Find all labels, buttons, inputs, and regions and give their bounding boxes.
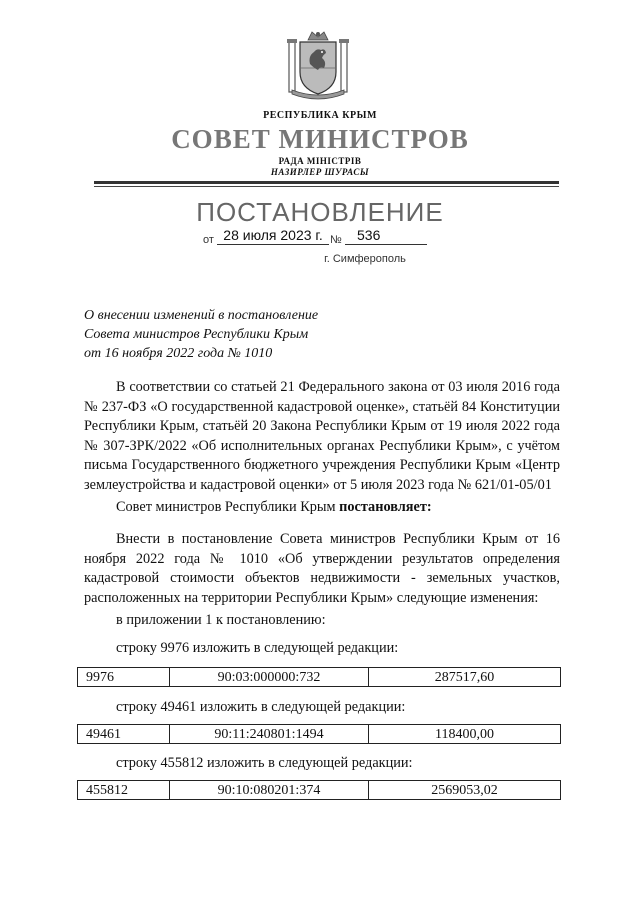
council-name-ukrainian: РАДА МІНІСТРІВ — [278, 156, 362, 166]
subject-line: Совета министров Республики Крым — [84, 327, 309, 342]
number-prefix: № — [330, 234, 342, 246]
table-row — [78, 781, 561, 800]
row-intro: строку 49461 изложить в следующей редакции: — [116, 699, 406, 715]
header-divider-thin — [94, 186, 559, 187]
resolves-paragraph — [84, 498, 560, 518]
resolves-text: Совет министров Республики Крым — [116, 499, 340, 515]
document-type-title: ПОСТАНОВЛЕНИЕ — [196, 197, 444, 227]
row-number-cell: 455812 — [78, 781, 170, 800]
row-intro: строку 9976 изложить в следующей редакции: — [116, 640, 399, 656]
cadastral-value-cell: 118400,00 — [369, 725, 561, 744]
cadastral-number-cell: 90:03:000000:732 — [170, 668, 369, 687]
resolves-keyword: постановляет: — [339, 499, 432, 515]
document-date: 28 июля 2023 г. — [217, 227, 329, 245]
cadastral-value-cell: 287517,60 — [369, 668, 561, 687]
amended-row-table — [77, 667, 561, 687]
table-row — [78, 725, 561, 744]
crimea-coat-of-arms-icon — [286, 28, 350, 100]
amendment-paragraph — [84, 530, 560, 608]
date-prefix: от — [203, 234, 214, 246]
subject-line: О внесении изменений в постановление — [84, 308, 319, 323]
council-name-crimean-tatar: НАЗИРЛЕР ШУРАСЫ — [270, 167, 370, 177]
subject-line: от 16 ноября 2022 года № 1010 — [84, 346, 273, 361]
cadastral-number-cell: 90:11:240801:1494 — [170, 725, 369, 744]
legal-basis-text: В соответствии со статьей 21 Федерального закона от 03 июля 2016 года № 237-ФЗ «О государственной кадастровой оценке», статьёй 84 Конституции Республики Крым, статьёй 20 Закона Республики Крым от 19 июля 2022 года № 307-ЗРК/2022 «Об исполнительных органах Республики Крым», с учётом письма Государственного бюджетного учреждения Республики Крым «Центр землеустройства и кадастровой оценки» от 5 июля 2023 года № 621/01-05/01 — [84, 379, 560, 493]
document-city: г. Симферополь — [324, 253, 406, 265]
row-intro: строку 455812 изложить в следующей редакции: — [116, 755, 413, 771]
amendment-text: Внести в постановление Совета министров Республики Крым от 16 ноября 2022 года № 1010 «Об утверждении результатов определения кадастровой стоимости объектов недвижимости - земельных участков, расположенных на территории Республики Крым» следующие изменения: — [84, 531, 560, 606]
republic-name: РЕСПУБЛИКА КРЫМ — [263, 110, 377, 121]
cadastral-number-cell: 90:10:080201:374 — [170, 781, 369, 800]
resolves-line — [84, 498, 560, 518]
header-divider-thick — [94, 181, 559, 184]
table-row — [78, 668, 561, 687]
date-number-line — [203, 227, 433, 251]
document-subject — [84, 306, 444, 363]
row-number-cell: 9976 — [78, 668, 170, 687]
legal-basis-paragraph — [84, 378, 560, 495]
annex-line: в приложении 1 к постановлению: — [116, 612, 326, 628]
document-number: 536 — [345, 227, 427, 245]
amended-row-table — [77, 724, 561, 744]
council-name: СОВЕТ МИНИСТРОВ — [171, 124, 469, 154]
amended-row-table — [77, 780, 561, 800]
cadastral-value-cell: 2569053,02 — [369, 781, 561, 800]
row-number-cell: 49461 — [78, 725, 170, 744]
